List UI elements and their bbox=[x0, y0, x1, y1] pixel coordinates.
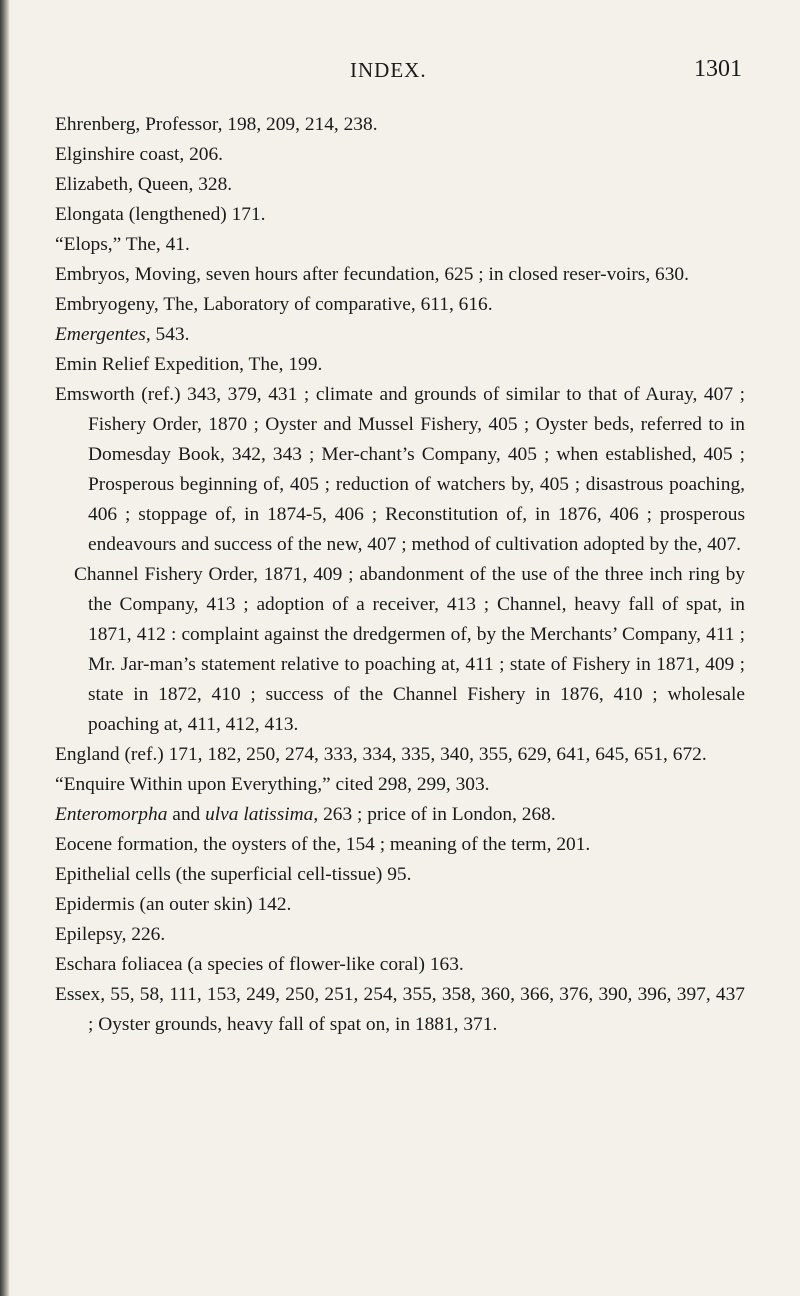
entry-text: , 543. bbox=[145, 324, 190, 345]
index-entry: Ehrenberg, Professor, 198, 209, 214, 238. bbox=[55, 114, 378, 135]
index-entries bbox=[55, 110, 745, 1040]
running-title: INDEX. bbox=[350, 58, 427, 82]
index-entry: Elongata (lengthened) 171. bbox=[55, 204, 266, 225]
index-entry: Essex, 55, 58, 111, 153, 249, 250, 251, 254, 355, 358, 360, 366, 376, 390, 396, 397, 437 ; Oyster grounds, heavy fall of spat on, in 1881, 371. bbox=[55, 984, 745, 1035]
index-entry: Emin Relief Expedition, The, 199. bbox=[55, 354, 323, 375]
index-entry: England (ref.) 171, 182, 250, 274, 333, 334, 335, 340, 355, 629, 641, 645, 651, 672. bbox=[55, 744, 707, 765]
entry-text: and bbox=[167, 804, 206, 825]
index-entry: Elginshire coast, 206. bbox=[55, 144, 224, 165]
index-entry bbox=[55, 800, 745, 830]
entry-headword-italic: Enteromorpha bbox=[55, 804, 168, 825]
page-number: 1301 bbox=[694, 56, 742, 82]
entry-headword-italic: ulva latissima bbox=[205, 804, 314, 825]
index-entry: Eocene formation, the oysters of the, 154 ; meaning of the term, 201. bbox=[55, 834, 591, 855]
index-entry: “Elops,” The, 41. bbox=[55, 234, 190, 255]
entry-text: , 263 ; price of in London, 268. bbox=[313, 804, 556, 825]
index-entry: Embryogeny, The, Laboratory of comparative, 611, 616. bbox=[55, 294, 493, 315]
index-entry: Elizabeth, Queen, 328. bbox=[55, 174, 233, 195]
index-entry: Emsworth (ref.) 343, 379, 431 ; climate and grounds of similar to that of Auray, 407 ; Fishery Order, 1870 ; Oyster and Mussel Fishery, 405 ; Oyster beds, referred to in Domesday Book, 342, 343 ; Mer-chant’s Company, 405 ; when established, 405 ; Prosperous beginning of, 405 ; reduction of watchers by, 405 ; disastrous poaching, 406 ; stoppage of, in 1874-5, 406 ; Reconstitution of, in 1876, 406 ; prosperous endeavours and success of the new, 407 ; method of cultivation adopted by the, 407. bbox=[55, 384, 745, 555]
page-header bbox=[0, 58, 800, 88]
index-entry: Embryos, Moving, seven hours after fecundation, 625 ; in closed reser-voirs, 630. bbox=[55, 264, 689, 285]
index-subentry: Channel Fishery Order, 1871, 409 ; abandonment of the use of the three inch ring by the Company, 413 ; adoption of a receiver, 413 ; Channel, heavy fall of spat, in 1871, 412 : complaint against the dredgermen of, by the Merchants’ Company, 411 ; Mr. Jar-man’s statement relative to poaching at, 411 ; state of Fishery in 1871, 409 ; state in 1872, 410 ; success of the Channel Fishery in 1876, 410 ; wholesale poaching at, 411, 412, 413. bbox=[74, 564, 745, 735]
index-entry: Eschara foliacea (a species of flower-like coral) 163. bbox=[55, 954, 464, 975]
index-entry: Epidermis (an outer skin) 142. bbox=[55, 894, 292, 915]
entry-headword-italic: Emergentes bbox=[55, 324, 146, 345]
index-entry: Epilepsy, 226. bbox=[55, 924, 166, 945]
index-entry: Epithelial cells (the superficial cell-tissue) 95. bbox=[55, 864, 412, 885]
index-entry bbox=[55, 320, 745, 350]
index-entry: “Enquire Within upon Everything,” cited 298, 299, 303. bbox=[55, 774, 490, 795]
